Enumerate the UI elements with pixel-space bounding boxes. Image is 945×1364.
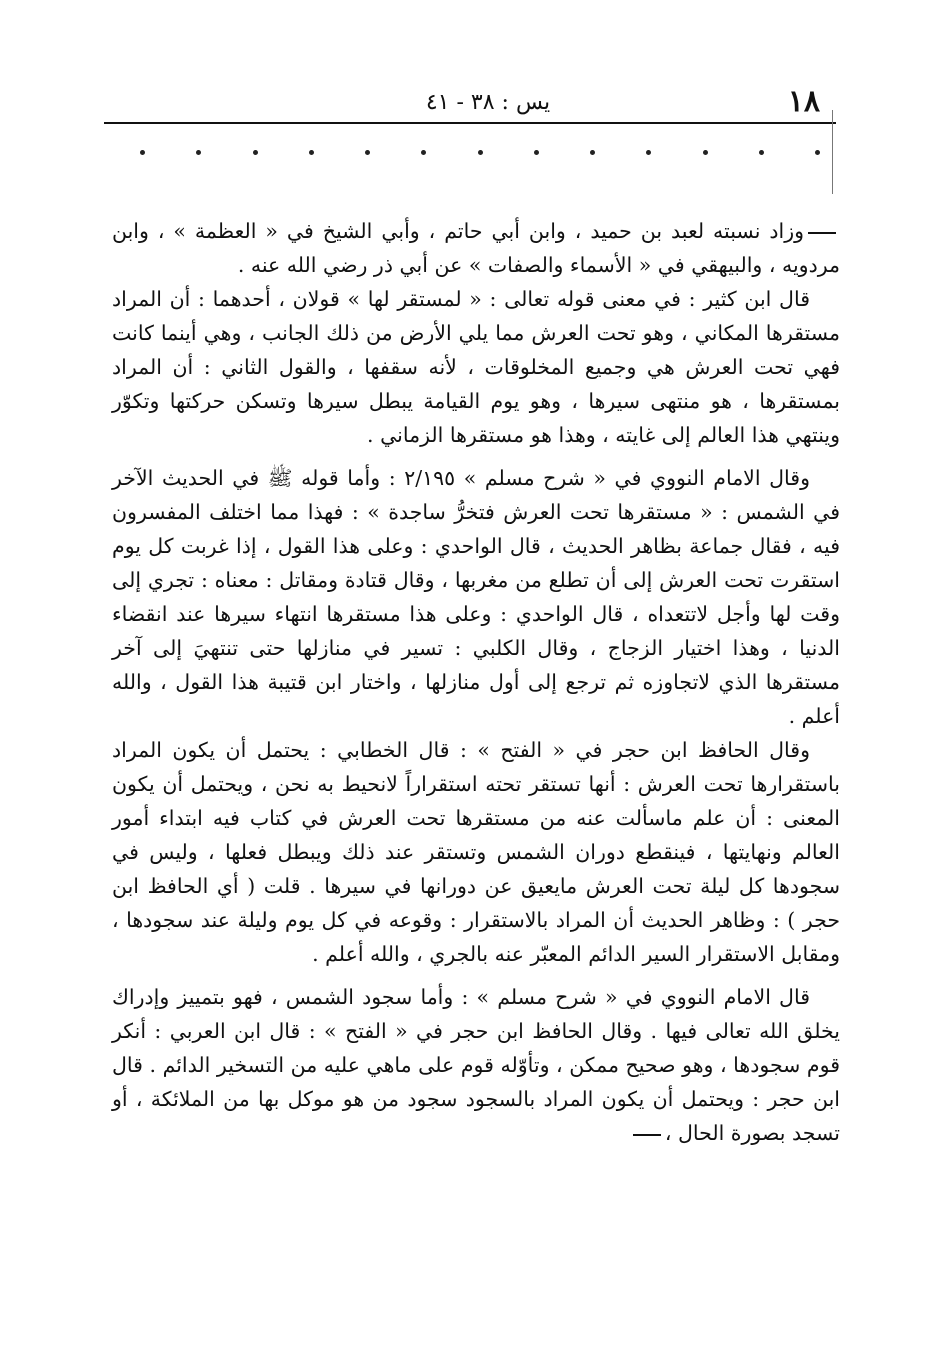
footnote-body (112, 214, 840, 1150)
paragraph-4 (112, 733, 840, 971)
dot (815, 150, 820, 155)
paragraph-text: قال ابن كثير : في معنى قوله تعالى : « لمستقر لها » قولان ، أحدهما : أن المراد مستقرها المكاني ، وهو تحت العرش مما يلي الأرض من ذلك الجانب ، وهي أينما كانت فهي تحت العرش هي وجميع المخلوقات ، لأنه سقفها ، والقول الثاني : أن المراد بمستقرها ، هو منتهى سيرها ، وهو يوم القيامة يبطل سيرها وتسكن حركتها وتكوّر وينتهي هذا العالم إلى غايته ، وهذا هو مستقرها الزماني . (112, 287, 840, 447)
paragraph-text: وقال الحافظ ابن حجر في « الفتح » : قال الخطابي : يحتمل أن يكون المراد باستقرارها تحت العرش : أنها تستقر تحته استقراراً لانحيط به نحن ، ويحتمل أن يكون المعنى : أن علم ماسألت عنه من مستقرها تحت العرش في كتاب فيه ابتداء أمور العالم ونهايتها ، فينقطع دوران الشمس وتستقر عند ذلك ويبطل فعلها ، وليس في سجودها كل ليلة تحت العرش مايعيق عن دورانها في سيرها . قلت ( أي الحافظ ابن حجر ) : وظاهر الحديث أن المراد بالاستقرار : وقوعه في كل يوم وليلة عند سجودها ، ومقابل الاستقرار السير الدائم المعبّر عنه بالجري ، والله أعلم . (112, 738, 840, 966)
dot (140, 150, 145, 155)
paragraph-text: وقال الامام النووي في « شرح مسلم » ٢/١٩٥ : وأما قوله ﷺ في الحديث الآخر في الشمس : « مستقرها تحت العرش فتخرُّ ساجدة » : فهذا مما اختلف المفسرون فيه ، فقال جماعة بظاهر الحديث ، قال الواحدي : وعلى هذا القول ، إذا غربت كل يوم استقرت تحت العرش إلى أن تطلع من مغربها ، وقال قتادة ومقاتل : معناه : تجري إلى وقت لها وأجل لاتتعداه ، قال الواحدي : وعلى هذا مستقرها انتهاء سيرها عند انقضاء الدنيا ، وهذا اختيار الزجاج ، وقال الكلبي : تسير في منازلها حتى تنتهيَ إلى آخر مستقرها الذي لاتجاوزه ثم ترجع إلى أول منازلها ، واختار ابن قتيبة هذا القول ، والله أعلم . (112, 466, 840, 728)
paragraph-3 (112, 461, 840, 733)
page-number: ١٨ (787, 84, 820, 119)
paragraph-text: وزاد نسبته لعبد بن حميد ، وابن أبي حاتم ، وأبي الشيخ في « العظمة » ، وابن مردويه ، والبيهقي في « الأسماء والصفات » عن أبي ذر رضي الله عنه . (112, 219, 840, 277)
dot (646, 150, 651, 155)
dot (759, 150, 764, 155)
continuation-dash (633, 1134, 661, 1136)
paragraph-text: قال الامام النووي في « شرح مسلم » : وأما سجود الشمس ، فهو بتمييز وإدراك يخلق الله تعالى فيها . وقال الحافظ ابن حجر في « الفتح » : قال ابن العربي : أنكر قوم سجودها ، وهو صحيح ممكن ، وتأوّله قوم على ماهي عليه من التسخير الدائم . قال ابن حجر : ويحتمل أن يكون المراد بالسجود سجود من هو موكل بها من الملائكة ، أو تسجد بصورة الحال ، (112, 985, 840, 1145)
continuation-dash (808, 232, 836, 234)
dot (478, 150, 483, 155)
header-rule (104, 122, 836, 124)
dot (309, 150, 314, 155)
dot (365, 150, 370, 155)
dot (703, 150, 708, 155)
page-header (108, 84, 838, 124)
verse-dots-row (140, 150, 820, 162)
dot (196, 150, 201, 155)
dot (253, 150, 258, 155)
paragraph-2 (112, 282, 840, 452)
paragraph-1 (112, 214, 840, 282)
dot (421, 150, 426, 155)
paragraph-5 (112, 980, 840, 1150)
running-title: يس : ٣٨ - ٤١ (425, 90, 551, 115)
dot (534, 150, 539, 155)
dot (590, 150, 595, 155)
margin-line (832, 110, 833, 194)
